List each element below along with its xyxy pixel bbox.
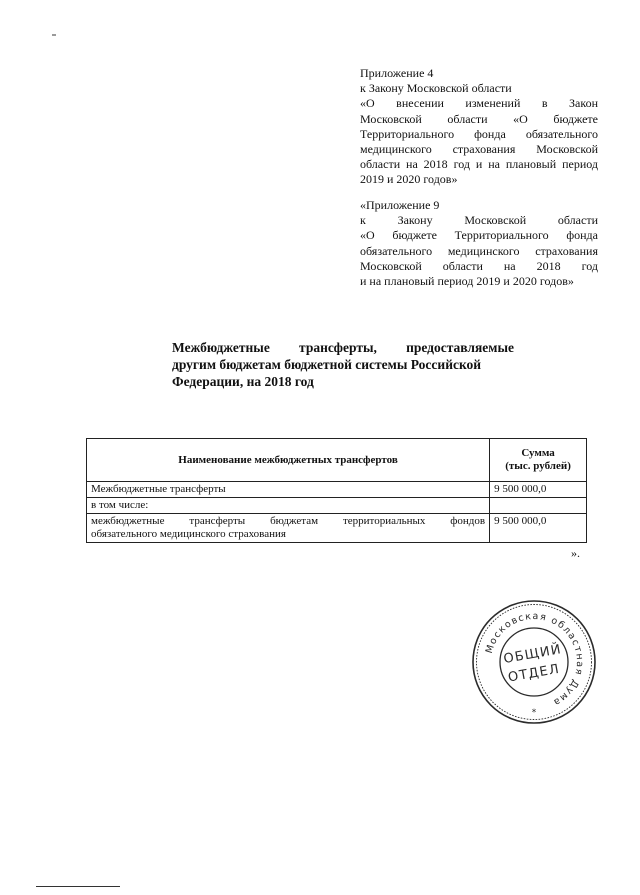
- stamp-center-line1: ОБЩИЙ: [502, 642, 563, 668]
- footer-rule: [36, 886, 120, 887]
- appendix-4-line4: Московской области «О бюджете: [360, 111, 598, 126]
- appendix-9-header: [360, 198, 598, 289]
- appendix-9-line1: «Приложение 9: [360, 198, 440, 212]
- row-name-cell: в том числе:: [87, 498, 490, 514]
- table-row: [87, 514, 587, 543]
- title-line1: Межбюджетные трансферты, предоставляемые: [172, 340, 514, 355]
- appendix-9-line5: Московской области на 2018 год: [360, 258, 598, 273]
- appendix-4-line7: области на 2018 год и на плановый период: [360, 157, 598, 172]
- stamp-ring-text: Московская областная Дума: [483, 610, 586, 709]
- title-line2: другим бюджетам бюджетной системы Российской: [172, 357, 482, 372]
- row-amount-cell: 9 500 000,0: [490, 514, 587, 543]
- appendix-9-line3: «О бюджете Территориального фонда: [360, 228, 598, 243]
- row-name-line1: межбюджетные трансферты бюджетам территориальных фондов: [91, 515, 486, 527]
- header-sum-line2: (тыс. рублей): [505, 460, 571, 472]
- appendix-4-header: [360, 66, 598, 188]
- official-stamp: [470, 598, 598, 726]
- header-name-cell: Наименование межбюджетных трансфертов: [87, 439, 490, 482]
- appendix-9-line2: к Закону Московской области: [360, 213, 598, 228]
- scan-mark: [52, 34, 56, 36]
- row-name-cell: [87, 514, 490, 543]
- table-row: [87, 498, 587, 514]
- stamp-star: *: [531, 708, 537, 718]
- appendix-4-line1: Приложение 4: [360, 66, 434, 80]
- document-title: [172, 339, 514, 390]
- header-sum-cell: [490, 439, 587, 482]
- row-name-cell: Межбюджетные трансферты: [87, 482, 490, 498]
- appendix-4-line3: «О внесении изменений в Закон: [360, 96, 598, 111]
- row-amount-cell: 9 500 000,0: [490, 482, 587, 498]
- title-line3: Федерации, на 2018 год: [172, 374, 314, 389]
- table-row: [87, 482, 587, 498]
- appendix-4-line8: 2019 и 2020 годов»: [360, 172, 458, 187]
- row-amount-cell: [490, 498, 587, 514]
- header-sum-line1: Сумма: [521, 447, 555, 459]
- row-name-line2: обязательного медицинского страхования: [91, 528, 286, 540]
- appendix-9-line6: и на плановый период 2019 и 2020 годов»: [360, 274, 574, 289]
- stamp-center-line2: ОТДЕЛ: [506, 661, 562, 686]
- table-header-row: [87, 439, 587, 482]
- closing-quote-mark: ».: [571, 546, 580, 560]
- transfers-table: [86, 438, 587, 543]
- appendix-4-line2: к Закону Московской области: [360, 81, 512, 96]
- appendix-9-line4: обязательного медицинского страхования: [360, 243, 598, 258]
- appendix-4-line5: Территориального фонда обязательного: [360, 126, 598, 141]
- appendix-4-line6: медицинского страхования Московской: [360, 142, 598, 157]
